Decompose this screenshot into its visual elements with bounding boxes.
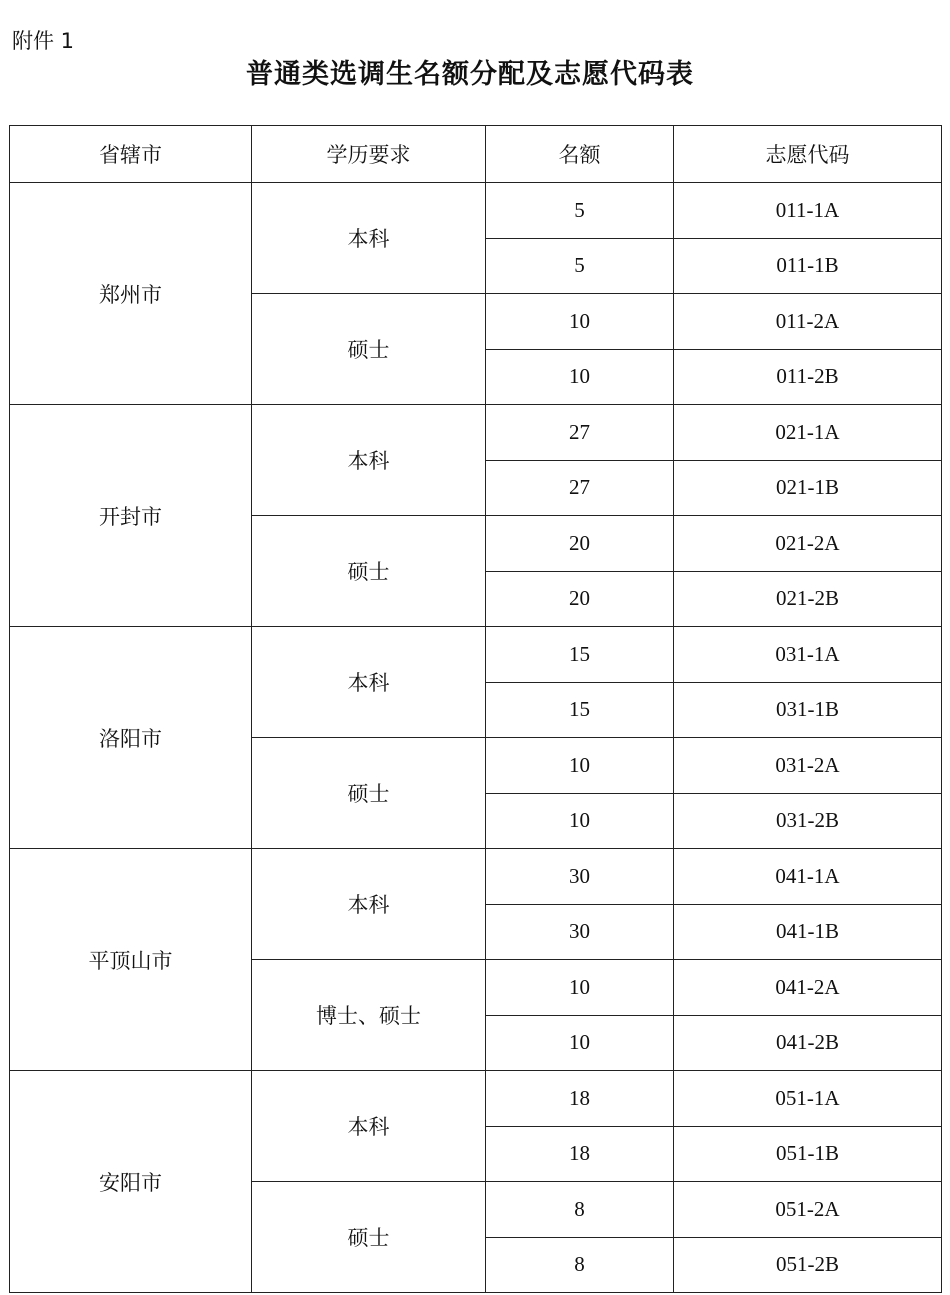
table-row [10,627,942,683]
quota-cell: 10 [486,1015,674,1071]
header-code: 志愿代码 [674,126,942,183]
quota-cell: 30 [486,849,674,905]
education-cell: 本科 [252,1071,486,1182]
table-row [10,405,942,461]
code-cell: 031-1B [674,682,942,738]
code-cell: 021-1A [674,405,942,461]
education-cell: 硕士 [252,516,486,627]
quota-cell: 27 [486,460,674,516]
page-title: 普通类选调生名额分配及志愿代码表 [246,59,694,90]
city-name-cell: 洛阳市 [10,627,252,849]
quota-cell: 10 [486,349,674,405]
header-education: 学历要求 [252,126,486,183]
education-cell: 硕士 [252,738,486,849]
city-name-cell: 开封市 [10,405,252,627]
city-name-cell: 郑州市 [10,183,252,405]
education-cell: 博士、硕士 [252,960,486,1071]
code-cell: 011-1B [674,238,942,294]
quota-cell: 10 [486,960,674,1016]
quota-cell: 20 [486,516,674,572]
education-cell: 硕士 [252,294,486,405]
table-header-row [10,126,942,183]
quota-cell: 10 [486,294,674,350]
code-cell: 011-1A [674,183,942,239]
quota-cell: 18 [486,1126,674,1182]
code-cell: 051-2A [674,1182,942,1238]
header-city: 省辖市 [10,126,252,183]
quota-cell: 10 [486,793,674,849]
code-cell: 041-1B [674,904,942,960]
allocation-table [9,125,942,1293]
code-cell: 041-2B [674,1015,942,1071]
attachment-label: 附件 1 [12,29,75,53]
table-row [10,849,942,905]
education-cell: 本科 [252,627,486,738]
code-cell: 021-2B [674,571,942,627]
header-quota: 名额 [486,126,674,183]
quota-cell: 27 [486,405,674,461]
quota-cell: 30 [486,904,674,960]
code-cell: 031-2A [674,738,942,794]
quota-cell: 5 [486,238,674,294]
quota-cell: 20 [486,571,674,627]
quota-cell: 15 [486,682,674,738]
education-cell: 本科 [252,183,486,294]
table-body [10,183,942,1293]
code-cell: 011-2A [674,294,942,350]
code-cell: 031-2B [674,793,942,849]
code-cell: 051-2B [674,1237,942,1293]
quota-cell: 8 [486,1182,674,1238]
city-name-cell: 安阳市 [10,1071,252,1293]
table-row [10,1071,942,1127]
code-cell: 021-2A [674,516,942,572]
code-cell: 051-1B [674,1126,942,1182]
city-name-cell: 平顶山市 [10,849,252,1071]
quota-cell: 8 [486,1237,674,1293]
education-cell: 硕士 [252,1182,486,1293]
education-cell: 本科 [252,405,486,516]
quota-cell: 10 [486,738,674,794]
table-row [10,183,942,239]
code-cell: 041-1A [674,849,942,905]
code-cell: 041-2A [674,960,942,1016]
code-cell: 031-1A [674,627,942,683]
code-cell: 051-1A [674,1071,942,1127]
code-cell: 021-1B [674,460,942,516]
education-cell: 本科 [252,849,486,960]
quota-cell: 15 [486,627,674,683]
quota-cell: 18 [486,1071,674,1127]
quota-cell: 5 [486,183,674,239]
code-cell: 011-2B [674,349,942,405]
